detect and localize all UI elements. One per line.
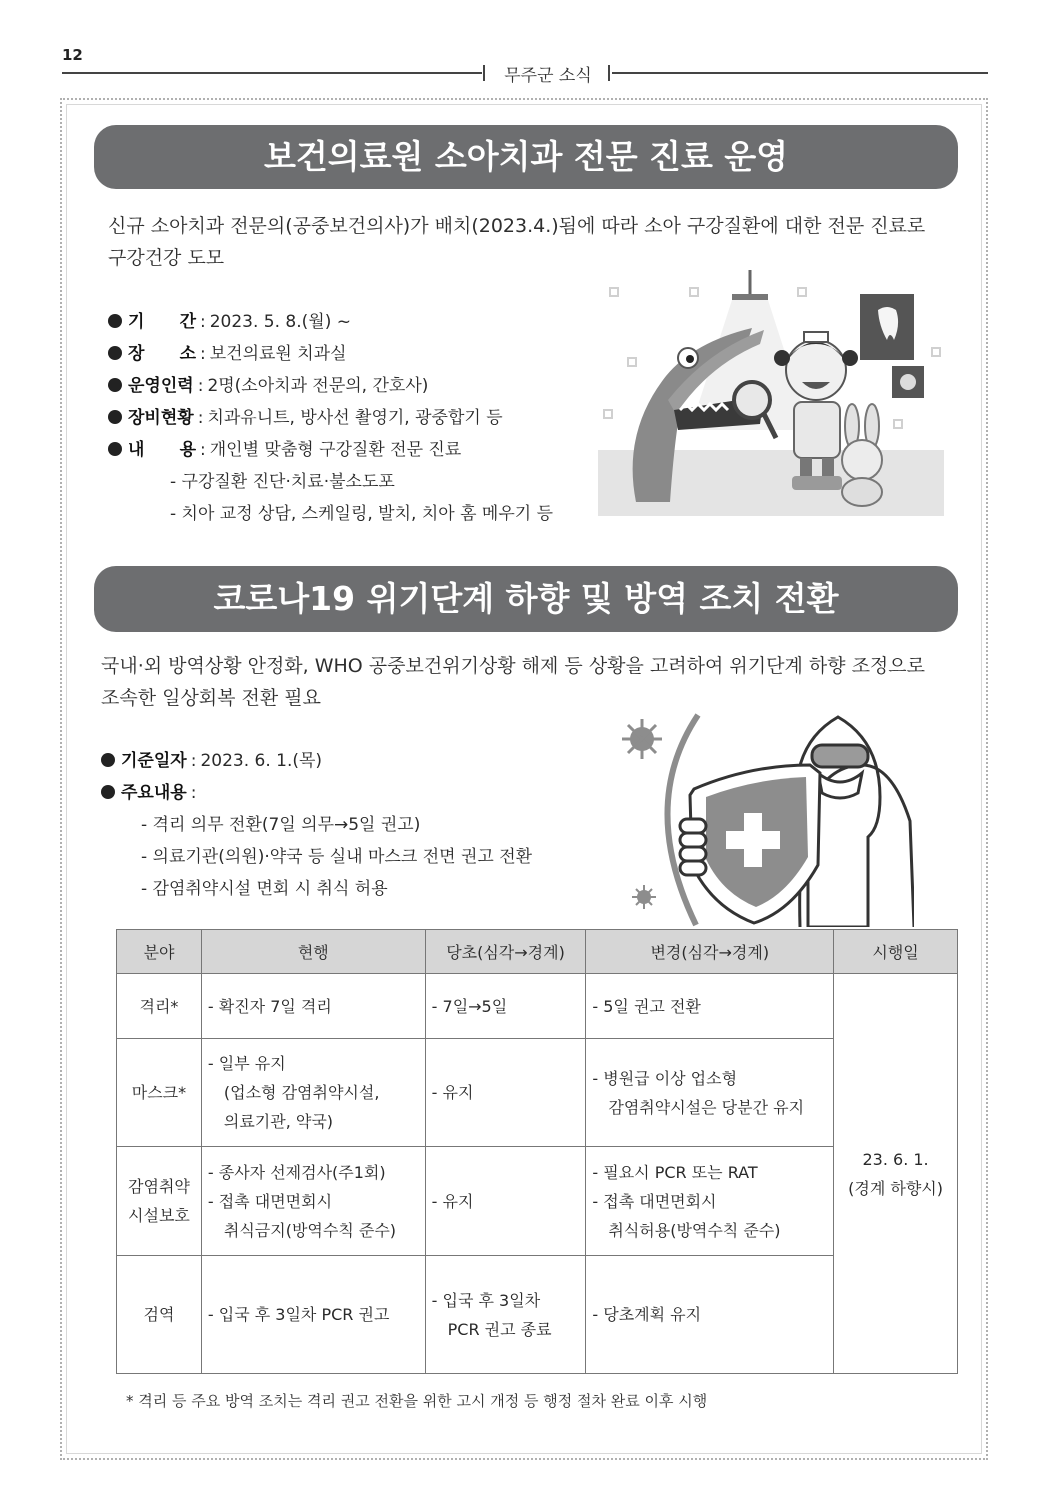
changed-cell: - 병원급 이상 업소형 감염취약시설은 당분간 유지 xyxy=(586,1039,834,1147)
table-row xyxy=(117,974,958,1039)
quarantine-measures-table xyxy=(116,929,958,1374)
article1-intro xyxy=(108,210,958,274)
current-cell: - 입국 후 3일차 PCR 권고 xyxy=(201,1256,425,1374)
header-tick-right xyxy=(608,65,610,81)
changed-cell: - 필요시 PCR 또는 RAT - 접촉 대면면회시 취식허용(방역수칙 준수) xyxy=(586,1147,834,1256)
bullet-key: 장 소 xyxy=(128,344,196,364)
bullet-key: 운영인력 xyxy=(128,376,194,396)
article2-title: 코로나19 위기단계 하향 및 방역 조치 전환 xyxy=(94,566,958,632)
header-rule-right xyxy=(612,72,988,74)
virus-icon xyxy=(622,719,662,759)
bullet-icon xyxy=(108,346,122,360)
table-row xyxy=(117,1147,958,1256)
field-cell: 감염취약 시설보호 xyxy=(117,1147,202,1256)
column-header: 분야 xyxy=(117,930,202,974)
original-cell: - 입국 후 3일차 PCR 권고 종료 xyxy=(425,1256,586,1374)
intro-line: 조속한 일상회복 전환 필요 xyxy=(101,687,322,709)
table-row xyxy=(117,1039,958,1147)
article1-title: 보건의료원 소아치과 전문 진료 운영 xyxy=(94,125,958,189)
bullet-content: 내 용 : 개인별 맞춤형 구강질환 전문 진료 xyxy=(108,434,628,466)
page-number: 12 xyxy=(62,46,83,64)
header-rule-left xyxy=(62,72,482,74)
bullet-key: 내 용 xyxy=(128,440,196,460)
field-cell: 검역 xyxy=(117,1256,202,1374)
current-cell: - 일부 유지 (업소형 감염취약시설, 의료기관, 약국) xyxy=(201,1039,425,1147)
intro-line: 국내·외 방역상황 안정화, WHO 공중보건위기상황 해제 등 상황을 고려하여 위기단계 하향 조정으로 xyxy=(101,655,925,677)
bullet-key: 기준일자 xyxy=(121,751,187,771)
bullet-key: 장비현황 xyxy=(128,408,194,428)
bullet-value: 2023. 6. 1.(목) xyxy=(200,751,323,771)
intro-line: 구강건강 도모 xyxy=(108,247,225,269)
sub-item: - 의료기관(의원)·약국 등 실내 마스크 전면 권고 전환 xyxy=(141,847,533,867)
column-header: 당초(심각→경계) xyxy=(425,930,586,974)
header-tick-left xyxy=(483,65,485,81)
effective-date-cell: 23. 6. 1. (경계 하향시) xyxy=(834,974,958,1374)
table-row xyxy=(117,1256,958,1374)
bullet-location: 장 소 : 보건의료원 치과실 xyxy=(108,338,628,370)
sub-item: - 구강질환 진단·치료·불소도포 xyxy=(170,472,395,492)
bullet-value: 개인별 맞춤형 구강질환 전문 진료 xyxy=(209,440,462,460)
bullet-base-date: 기준일자 : 2023. 6. 1.(목) xyxy=(101,745,621,777)
field-cell: 마스크* xyxy=(117,1039,202,1147)
bullet-key: 기 간 xyxy=(128,312,196,332)
original-cell: - 7일→5일 xyxy=(425,974,586,1039)
column-header: 시행일 xyxy=(834,930,958,974)
original-cell: - 유지 xyxy=(425,1039,586,1147)
bullet-icon xyxy=(101,753,115,767)
virus-icon xyxy=(632,885,656,909)
table-header-row xyxy=(117,930,958,974)
dental-clinic-illustration xyxy=(598,270,944,516)
current-cell: - 확진자 7일 격리 xyxy=(201,974,425,1039)
article2-bullets xyxy=(101,745,621,905)
sub-item: - 치아 교정 상담, 스케일링, 발치, 치아 홈 메우기 등 xyxy=(170,504,553,524)
bullet-value: 치과유니트, 방사선 촬영기, 광중합기 등 xyxy=(207,408,503,428)
bullet-icon xyxy=(108,314,122,328)
changed-cell: - 5일 권고 전환 xyxy=(586,974,834,1039)
section-label: 무주군 소식 xyxy=(504,66,592,86)
intro-line: 신규 소아치과 전문의(공중보건의사)가 배치(2023.4.)됨에 따라 소아 구강질환에 대한 전문 진료로 xyxy=(108,215,926,237)
current-cell: - 종사자 선제검사(주1회) - 접촉 대면면회시 취식금지(방역수칙 준수) xyxy=(201,1147,425,1256)
bullet-icon xyxy=(108,442,122,456)
bullet-icon xyxy=(108,410,122,424)
bullet-period: 기 간 : 2023. 5. 8.(월) ~ xyxy=(108,306,628,338)
article1-bullets xyxy=(108,306,628,530)
bullet-icon xyxy=(108,378,122,392)
sub-item: - 격리 의무 전환(7일 의무→5일 권고) xyxy=(141,815,421,835)
column-header: 현행 xyxy=(201,930,425,974)
protective-suit-shield-illustration xyxy=(612,705,914,927)
bullet-equipment: 장비현황 : 치과유니트, 방사선 촬영기, 광중합기 등 xyxy=(108,402,628,434)
bullet-main-content: 주요내용 : xyxy=(101,777,621,809)
field-cell: 격리* xyxy=(117,974,202,1039)
column-header: 변경(심각→경계) xyxy=(586,930,834,974)
bullet-staff: 운영인력 : 2명(소아치과 전문의, 간호사) xyxy=(108,370,628,402)
sub-item: - 감염취약시설 면회 시 취식 허용 xyxy=(141,879,388,899)
footnote: * 격리 등 주요 방역 조치는 격리 권고 전환을 위한 고시 개정 등 행정 절차 완료 이후 시행 xyxy=(126,1392,708,1410)
original-cell: - 유지 xyxy=(425,1147,586,1256)
bullet-icon xyxy=(101,785,115,799)
changed-cell: - 당초계획 유지 xyxy=(586,1256,834,1374)
bullet-value: 보건의료원 치과실 xyxy=(209,344,347,364)
bullet-value: 2명(소아치과 전문의, 간호사) xyxy=(207,376,429,396)
bullet-key: 주요내용 xyxy=(121,783,187,803)
bullet-value: 2023. 5. 8.(월) ~ xyxy=(209,312,351,332)
